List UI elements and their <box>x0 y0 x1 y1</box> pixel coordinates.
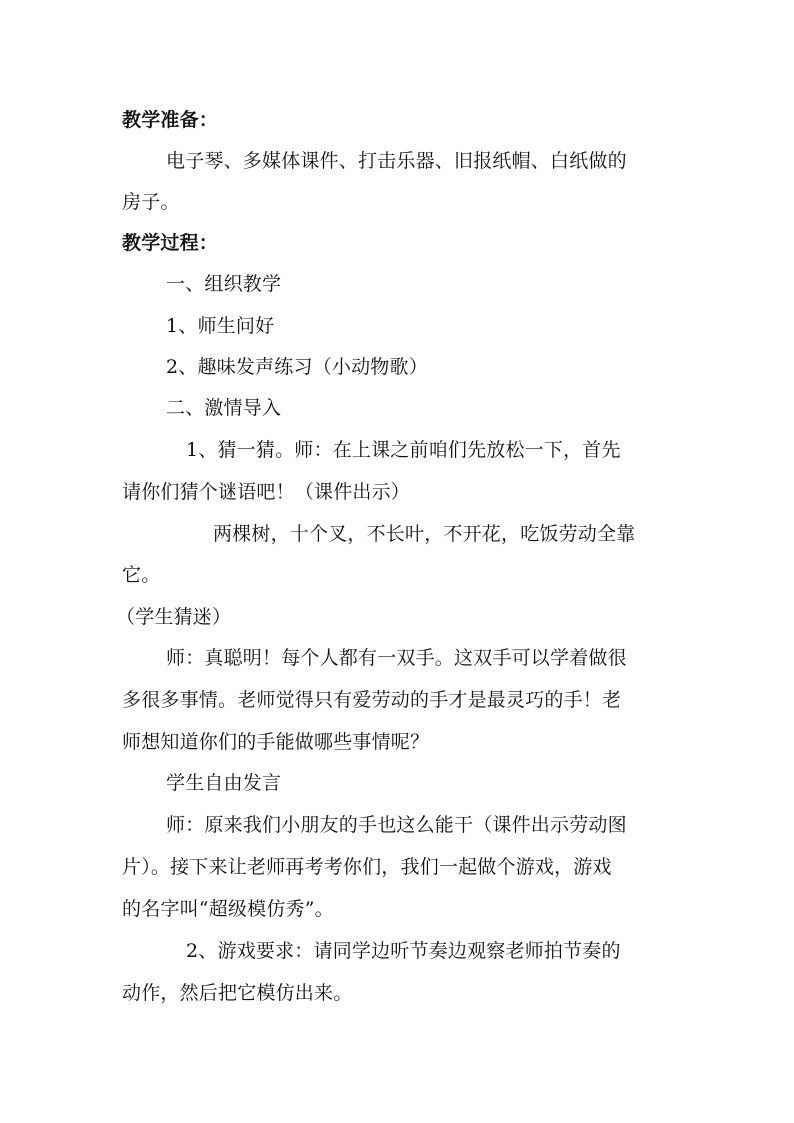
paragraph-line: 片）。接下来让老师再考考你们，我们一起做个游戏，游戏 <box>122 856 612 878</box>
list-item: 1、师生问好 <box>166 315 275 337</box>
paragraph-line: 师：真聪明！每个人都有一双手。这双手可以学着做很 <box>166 647 627 669</box>
list-item: 2、趣味发声练习（小动物歌） <box>166 356 428 378</box>
heading-teaching-process: 教学过程： <box>122 232 219 254</box>
heading-teaching-preparation: 教学准备： <box>122 109 219 131</box>
paragraph-line: 电子琴、多媒体课件、打击乐器、旧报纸帽、白纸做的 <box>166 150 627 172</box>
paragraph-line: 师：原来我们小朋友的手也这么能干（课件出示劳动图 <box>166 814 627 836</box>
paragraph-line: 2、游戏要求：请同学边听节奏边观察老师拍节奏的 <box>186 940 621 962</box>
section-heading: 一、组织教学 <box>166 273 282 295</box>
paragraph-line: 师想知道你们的手能做哪些事情呢？ <box>122 731 430 753</box>
paragraph-line: 请你们猜个谜语吧！（课件出示） <box>122 481 411 503</box>
paragraph-line: 房子。 <box>122 191 180 213</box>
riddle-line: 它。 <box>122 564 161 586</box>
paragraph-line: 1、猜一猜。师：在上课之前咱们先放松一下，首先 <box>186 439 621 461</box>
paragraph-line: 的名字叫“超级模仿秀”。 <box>122 898 334 920</box>
paragraph-line: 学生自由发言 <box>166 772 282 794</box>
paragraph-line: （学生猜迷） <box>116 606 232 628</box>
paragraph-line: 动作，然后把它模仿出来。 <box>122 982 353 1004</box>
riddle-line: 两棵树，十个叉，不长叶，不开花，吃饭劳动全靠 <box>213 523 636 545</box>
paragraph-line: 多很多事情。老师觉得只有爱劳动的手才是最灵巧的手！老 <box>122 689 622 711</box>
section-heading: 二、激情导入 <box>166 397 282 419</box>
